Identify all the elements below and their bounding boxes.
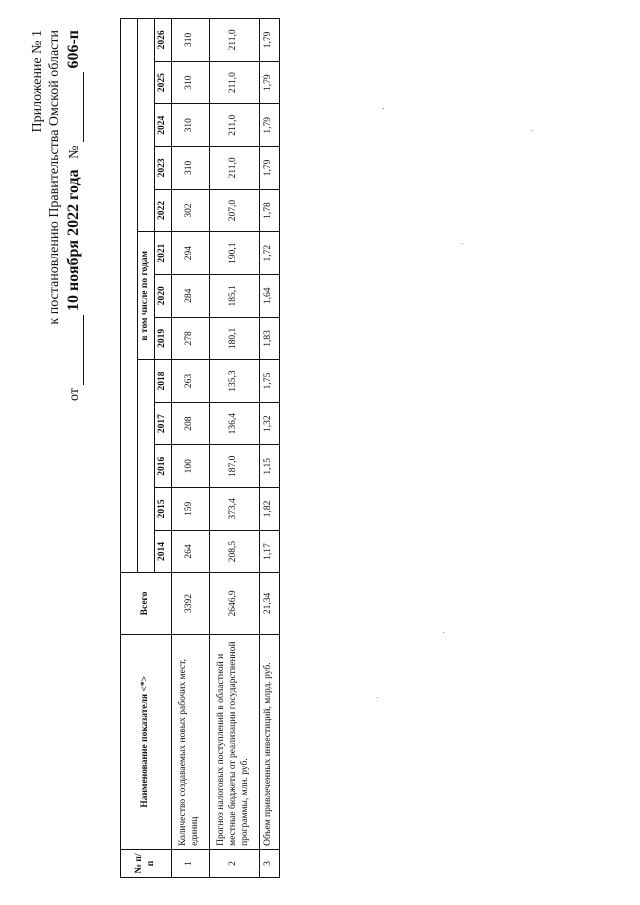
year-value: 208,5	[209, 530, 259, 573]
year-value: 1,15	[259, 445, 279, 488]
column-header-year: 2022	[154, 189, 171, 232]
year-value: 1,79	[259, 147, 279, 190]
scan-speck	[377, 697, 378, 698]
indicator-name: Количество создаваемых новых рабочих мест, единиц	[171, 634, 209, 849]
column-header-year: 2020	[154, 274, 171, 317]
table-body	[171, 19, 279, 878]
appendix-title: Приложение № 1	[30, 30, 45, 133]
year-value: 100	[171, 445, 209, 488]
year-value: 284	[171, 274, 209, 317]
number-sign: №	[66, 145, 82, 159]
year-value: 190,1	[209, 232, 259, 275]
column-header-year: 2014	[154, 530, 171, 573]
row-number: 2	[209, 849, 259, 877]
blank-line-2	[67, 72, 85, 142]
year-value: 135,3	[209, 360, 259, 403]
column-header-year: 2015	[154, 488, 171, 531]
row-number: 1	[171, 849, 209, 877]
year-value: 1,79	[259, 61, 279, 104]
column-header-num: № п/п	[121, 849, 172, 877]
column-header-year: 2025	[154, 61, 171, 104]
row-number: 3	[259, 849, 279, 877]
indicators-table	[120, 18, 280, 878]
year-value: 1,17	[259, 530, 279, 573]
blank-line	[67, 315, 85, 385]
decree-date: 10 ноября 2022 года	[64, 169, 82, 312]
column-header-year: 2026	[154, 19, 171, 62]
table-row	[259, 19, 279, 878]
column-header-year: 2018	[154, 360, 171, 403]
table-row	[171, 19, 209, 878]
row-total: 2646,9	[209, 573, 259, 634]
year-value: 208	[171, 402, 209, 445]
indicator-name: Прогноз налоговых поступлений в областной и местные бюджеты от реализации государственной программы, млн. руб.	[209, 634, 259, 849]
column-header-year: 2021	[154, 232, 171, 275]
column-header-name: Наименование показателя <*>	[121, 634, 172, 849]
year-value: 211,0	[209, 61, 259, 104]
year-value: 185,1	[209, 274, 259, 317]
year-value: 1,75	[259, 360, 279, 403]
year-value: 373,4	[209, 488, 259, 531]
year-value: 310	[171, 19, 209, 62]
scan-speck	[462, 243, 463, 244]
year-value: 136,4	[209, 402, 259, 445]
column-header-year: 2017	[154, 402, 171, 445]
year-value: 310	[171, 104, 209, 147]
from-label: от	[66, 388, 82, 401]
year-value: 1,72	[259, 232, 279, 275]
row-total: 3392	[171, 573, 209, 634]
column-header-group: в том числе по годам	[137, 232, 154, 360]
column-header-years-gap	[137, 360, 154, 573]
year-value: 211,0	[209, 147, 259, 190]
year-value: 1,82	[259, 488, 279, 531]
year-value: 211,0	[209, 19, 259, 62]
column-header-year: 2024	[154, 104, 171, 147]
year-value: 187,0	[209, 445, 259, 488]
column-header-total: Всего	[121, 573, 172, 634]
indicator-name: Объем привлеченных инвестиций, млрд. руб.	[259, 634, 279, 849]
year-value: 1,79	[259, 104, 279, 147]
year-value: 1,79	[259, 19, 279, 62]
year-value: 159	[171, 488, 209, 531]
year-value: 211,0	[209, 104, 259, 147]
scan-speck	[443, 632, 444, 633]
table-row	[209, 19, 259, 878]
column-header-years-gap-2	[137, 19, 154, 232]
year-value: 263	[171, 360, 209, 403]
year-value: 1,32	[259, 402, 279, 445]
table-header-row-1	[121, 19, 138, 878]
year-value: 302	[171, 189, 209, 232]
column-header-years-blank	[121, 19, 138, 573]
scan-speck	[383, 108, 384, 109]
column-header-year: 2019	[154, 317, 171, 360]
decree-line	[64, 30, 85, 401]
row-total: 21,34	[259, 573, 279, 634]
year-value: 1,83	[259, 317, 279, 360]
year-value: 207,0	[209, 189, 259, 232]
year-value: 180,1	[209, 317, 259, 360]
column-header-year: 2023	[154, 147, 171, 190]
year-value: 310	[171, 61, 209, 104]
document-header	[30, 30, 84, 401]
appendix-subtitle: к постановлению Правительства Омской области	[46, 30, 62, 325]
year-value: 264	[171, 530, 209, 573]
year-value: 294	[171, 232, 209, 275]
year-value: 1,78	[259, 189, 279, 232]
decree-number: 606-п	[64, 30, 82, 69]
scan-speck	[531, 130, 532, 131]
year-value: 278	[171, 317, 209, 360]
year-value: 1,64	[259, 274, 279, 317]
year-value: 310	[171, 147, 209, 190]
column-header-year: 2016	[154, 445, 171, 488]
